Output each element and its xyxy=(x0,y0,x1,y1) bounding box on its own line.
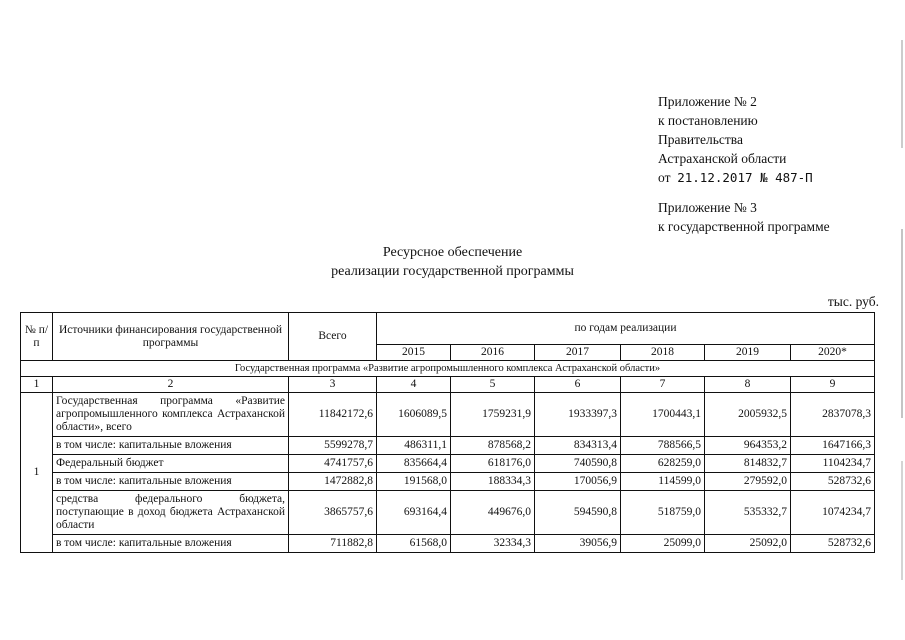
table-row xyxy=(21,491,875,535)
header-source: Источники финансирования государственной программы xyxy=(53,313,289,361)
program-row xyxy=(21,361,875,377)
header-row xyxy=(21,313,875,345)
appendix-line: к государственной программе xyxy=(658,219,830,234)
index-cell: 4 xyxy=(377,377,451,393)
value-cell: 114599,0 xyxy=(621,473,705,491)
value-cell: 834313,4 xyxy=(535,437,621,455)
value-cell: 788566,5 xyxy=(621,437,705,455)
appendix-line: к постановлению xyxy=(658,113,758,128)
value-cell: 878568,2 xyxy=(451,437,535,455)
header-years-title: по годам реализации xyxy=(377,313,875,345)
total-cell: 5599278,7 xyxy=(289,437,377,455)
order-number: 21.12.2017 № 487-П xyxy=(677,170,813,185)
source-cell: Федеральный бюджет xyxy=(53,455,289,473)
scan-edge-artifact xyxy=(901,40,903,580)
value-cell: 1074234,7 xyxy=(791,491,875,535)
table-row xyxy=(21,455,875,473)
value-cell: 1647166,3 xyxy=(791,437,875,455)
appendix-line: Правительства xyxy=(658,132,743,147)
title-line-1: Ресурсное обеспечение xyxy=(382,245,523,260)
source-cell: Государственная программа «Развитие агропромышленного комплекса Астраханской области», всего xyxy=(53,393,289,437)
source-cell: средства федерального бюджета, поступающие в доход бюджета Астраханской области xyxy=(53,491,289,535)
source-cell: в том числе: капитальные вложения xyxy=(53,535,289,553)
value-cell: 835664,4 xyxy=(377,455,451,473)
table-row xyxy=(21,473,875,491)
header-year: 2018 xyxy=(621,345,705,361)
resource-table xyxy=(20,312,875,553)
index-row xyxy=(21,377,875,393)
order-line xyxy=(658,168,830,187)
value-cell: 1606089,5 xyxy=(377,393,451,437)
value-cell: 594590,8 xyxy=(535,491,621,535)
total-cell: 11842172,6 xyxy=(289,393,377,437)
index-cell: 5 xyxy=(451,377,535,393)
value-cell: 528732,6 xyxy=(791,473,875,491)
header-year: 2016 xyxy=(451,345,535,361)
value-cell: 61568,0 xyxy=(377,535,451,553)
index-cell: 7 xyxy=(621,377,705,393)
value-cell: 25092,0 xyxy=(705,535,791,553)
index-cell: 3 xyxy=(289,377,377,393)
document-title xyxy=(0,243,905,281)
appendix-line: Приложение № 3 xyxy=(658,200,757,215)
appendix-line: Приложение № 2 xyxy=(658,94,757,109)
index-cell: 1 xyxy=(21,377,53,393)
value-cell: 2005932,5 xyxy=(705,393,791,437)
value-cell: 449676,0 xyxy=(451,491,535,535)
value-cell: 1700443,1 xyxy=(621,393,705,437)
header-total: Всего xyxy=(289,313,377,361)
header-year: 2015 xyxy=(377,345,451,361)
value-cell: 1933397,3 xyxy=(535,393,621,437)
header-year: 2020* xyxy=(791,345,875,361)
table-row xyxy=(21,535,875,553)
program-title-cell: Государственная программа «Развитие агропромышленного комплекса Астраханской области» xyxy=(21,361,875,377)
value-cell: 191568,0 xyxy=(377,473,451,491)
table-row xyxy=(21,393,875,437)
value-cell: 2837078,3 xyxy=(791,393,875,437)
header-year: 2019 xyxy=(705,345,791,361)
value-cell: 814832,7 xyxy=(705,455,791,473)
value-cell: 628259,0 xyxy=(621,455,705,473)
index-cell: 2 xyxy=(53,377,289,393)
header-num: № п/п xyxy=(21,313,53,361)
total-cell: 1472882,8 xyxy=(289,473,377,491)
value-cell: 693164,4 xyxy=(377,491,451,535)
title-line-2: реализации государственной программы xyxy=(331,264,574,279)
value-cell: 740590,8 xyxy=(535,455,621,473)
value-cell: 1759231,9 xyxy=(451,393,535,437)
value-cell: 170056,9 xyxy=(535,473,621,491)
value-cell: 39056,9 xyxy=(535,535,621,553)
value-cell: 964353,2 xyxy=(705,437,791,455)
value-cell: 528732,6 xyxy=(791,535,875,553)
value-cell: 535332,7 xyxy=(705,491,791,535)
source-cell: в том числе: капитальные вложения xyxy=(53,437,289,455)
total-cell: 4741757,6 xyxy=(289,455,377,473)
total-cell: 3865757,6 xyxy=(289,491,377,535)
appendix-block xyxy=(658,92,830,236)
value-cell: 618176,0 xyxy=(451,455,535,473)
total-cell: 711882,8 xyxy=(289,535,377,553)
group-number: 1 xyxy=(21,393,53,553)
units-label: тыс. руб. xyxy=(827,294,879,309)
table-row xyxy=(21,437,875,455)
value-cell: 486311,1 xyxy=(377,437,451,455)
order-prefix: от xyxy=(658,170,671,185)
index-cell: 8 xyxy=(705,377,791,393)
value-cell: 25099,0 xyxy=(621,535,705,553)
index-cell: 6 xyxy=(535,377,621,393)
appendix-line: Астраханской области xyxy=(658,151,787,166)
header-year: 2017 xyxy=(535,345,621,361)
value-cell: 518759,0 xyxy=(621,491,705,535)
value-cell: 279592,0 xyxy=(705,473,791,491)
value-cell: 1104234,7 xyxy=(791,455,875,473)
value-cell: 32334,3 xyxy=(451,535,535,553)
source-cell: в том числе: капитальные вложения xyxy=(53,473,289,491)
value-cell: 188334,3 xyxy=(451,473,535,491)
index-cell: 9 xyxy=(791,377,875,393)
